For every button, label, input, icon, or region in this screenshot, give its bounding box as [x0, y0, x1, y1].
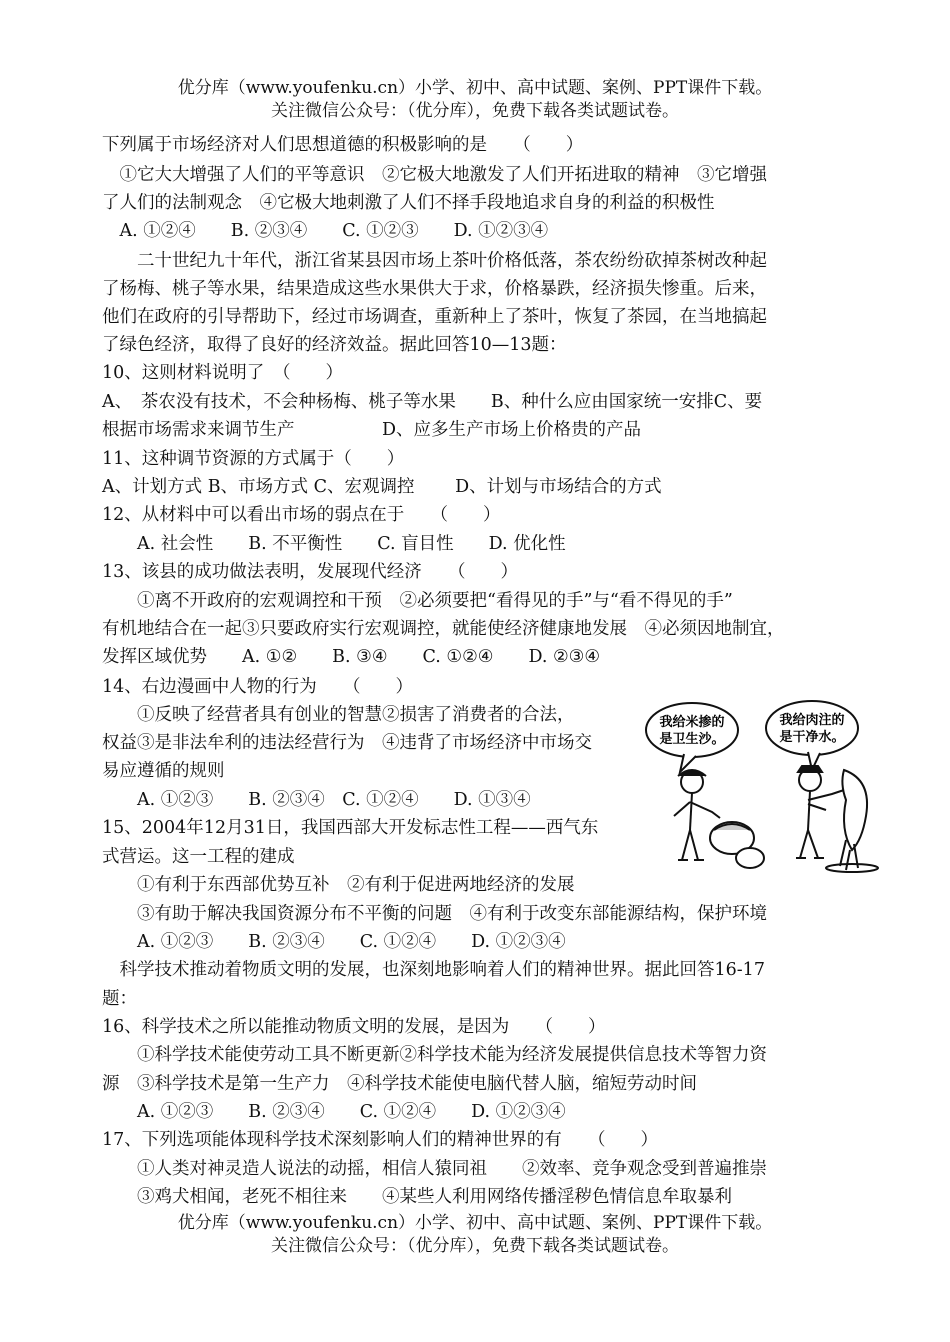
footer-line-2: 关注微信公众号：（优分库），免费下载各类试题试卷。 — [271, 1236, 679, 1256]
question-9-stem: 下列属于市场经济对人们思想道德的积极影响的是 （ ） — [102, 135, 584, 155]
question-10-options: A、 茶农没有技术，不会种杨梅、桃子等水果 B、种什么应由国家统一安排C、要 — [102, 392, 763, 412]
material-paragraph: 二十世纪九十年代，浙江省某县因市场上茶叶价格低落，茶农纷纷砍掉茶树改种起 — [102, 251, 767, 271]
bubble-left-line-2: 是卫生沙。 — [659, 732, 725, 747]
question-15-options-cont: ③有助于解决我国资源分布不平衡的问题 ④有利于改变东部能源结构，保护环境 — [102, 904, 767, 924]
question-15-stem: 15、2004年12月31日，我国西部大开发标志性工程——西气东 — [102, 818, 599, 838]
question-17-stem: 17、下列选项能体现科学技术深刻影响人们的精神世界的有 （ ） — [102, 1130, 659, 1150]
question-10-stem: 10、这则材料说明了 （ ） — [102, 363, 344, 383]
question-13-options: ①离不开政府的宏观调控和干预 ②必须要把“看得见的手”与“看不得见的手” — [102, 591, 733, 611]
header-line-1: 优分库（www.youfenku.cn）小学、初中、高中试题、案例、PPT课件下载。 — [177, 78, 773, 98]
bubble-right-line-1: 我给肉注的 — [779, 713, 845, 728]
question-14-options-cont: 权益③是非法牟利的违法经营行为 ④违背了市场经济中市场交 — [102, 733, 592, 753]
question-11-options: A、计划方式 B、市场方式 C、宏观调控 D、计划与市场结合的方式 — [102, 477, 662, 497]
question-16-options-cont: 源 ③科学技术是第一生产力 ④科学技术能使电脑代替人脑，缩短劳动时间 — [102, 1074, 697, 1094]
question-10-options-cont: 根据市场需求来调节生产 D、应多生产市场上价格贵的产品 — [102, 420, 642, 440]
question-14-stem: 14、右边漫画中人物的行为 （ ） — [102, 677, 414, 697]
footer-line-1: 优分库（www.youfenku.cn）小学、初中、高中试题、案例、PPT课件下载。 — [177, 1213, 773, 1233]
material-intro: 科学技术推动着物质文明的发展，也深刻地影响着人们的精神世界。据此回答16-17 — [102, 960, 765, 980]
question-13-choices: 发挥区域优势 A. ①② B. ③④ C. ①②④ D. ②③④ — [102, 647, 601, 667]
question-13-options-cont: 有机地结合在一起③只要政府实行宏观调控，就能使经济健康地发展 ④必须因地制宜， — [102, 619, 785, 639]
question-9-options: ①它大大增强了人们的平等意识 ②它极大地激发了人们开拓进取的精神 ③它增强 — [102, 165, 767, 185]
material-paragraph: 了绿色经济，取得了良好的经济效益。据此回答10—13题： — [102, 335, 567, 355]
question-9-choices: A. ①②④ B. ②③④ C. ①②③ D. ①②③④ — [102, 221, 549, 241]
header-line-2: 关注微信公众号：（优分库），免费下载各类试题试卷。 — [271, 101, 679, 121]
question-16-stem: 16、科学技术之所以能推动物质文明的发展，是因为 （ ） — [102, 1017, 606, 1037]
question-12-choices: A. 社会性 B. 不平衡性 C. 盲目性 D. 优化性 — [102, 534, 566, 554]
question-16-choices: A. ①②③ B. ②③④ C. ①②④ D. ①②③④ — [102, 1102, 566, 1122]
question-15-options: ①有利于东西部优势互补 ②有利于促进两地经济的发展 — [102, 875, 575, 895]
question-14-choices: A. ①②③ B. ②③④ C. ①②④ D. ①③④ — [102, 790, 531, 810]
question-13-stem: 13、该县的成功做法表明，发展现代经济 （ ） — [102, 562, 519, 582]
material-intro-cont: 题： — [102, 989, 137, 1009]
question-14-options-cont: 易应遵循的规则 — [102, 761, 225, 781]
cartoon-illustration — [640, 690, 900, 875]
material-paragraph: 他们在政府的引导帮助下，经过市场调查，重新种上了茶叶，恢复了茶园，在当地搞起 — [102, 307, 767, 327]
bubble-left-line-1: 我给米掺的 — [659, 715, 725, 730]
question-17-options: ①人类对神灵造人说法的动摇，相信人猿同祖 ②效率、竞争观念受到普遍推崇 — [102, 1159, 767, 1179]
question-17-options-cont: ③鸡犬相闻，老死不相往来 ④某些人利用网络传播淫秽色情信息牟取暴利 — [102, 1187, 732, 1207]
material-paragraph: 了杨梅、桃子等水果，结果造成这些水果供大于求，价格暴跌，经济损失惨重。后来， — [102, 279, 767, 299]
bubble-right-line-2: 是干净水。 — [779, 730, 845, 745]
question-16-options: ①科学技术能使劳动工具不断更新②科学技术能为经济发展提供信息技术等智力资 — [102, 1045, 767, 1065]
question-15-choices: A. ①②③ B. ②③④ C. ①②④ D. ①②③④ — [102, 932, 566, 952]
question-9-options-cont: 了人们的法制观念 ④它极大地刺激了人们不择手段地追求自身的利益的积极性 — [102, 193, 715, 213]
question-11-stem: 11、这种调节资源的方式属于（ ） — [102, 449, 405, 469]
question-15-stem-cont: 式营运。这一工程的建成 — [102, 847, 295, 867]
question-12-stem: 12、从材料中可以看出市场的弱点在于 （ ） — [102, 505, 501, 525]
question-14-options: ①反映了经营者具有创业的智慧②损害了消费者的合法， — [102, 705, 575, 725]
